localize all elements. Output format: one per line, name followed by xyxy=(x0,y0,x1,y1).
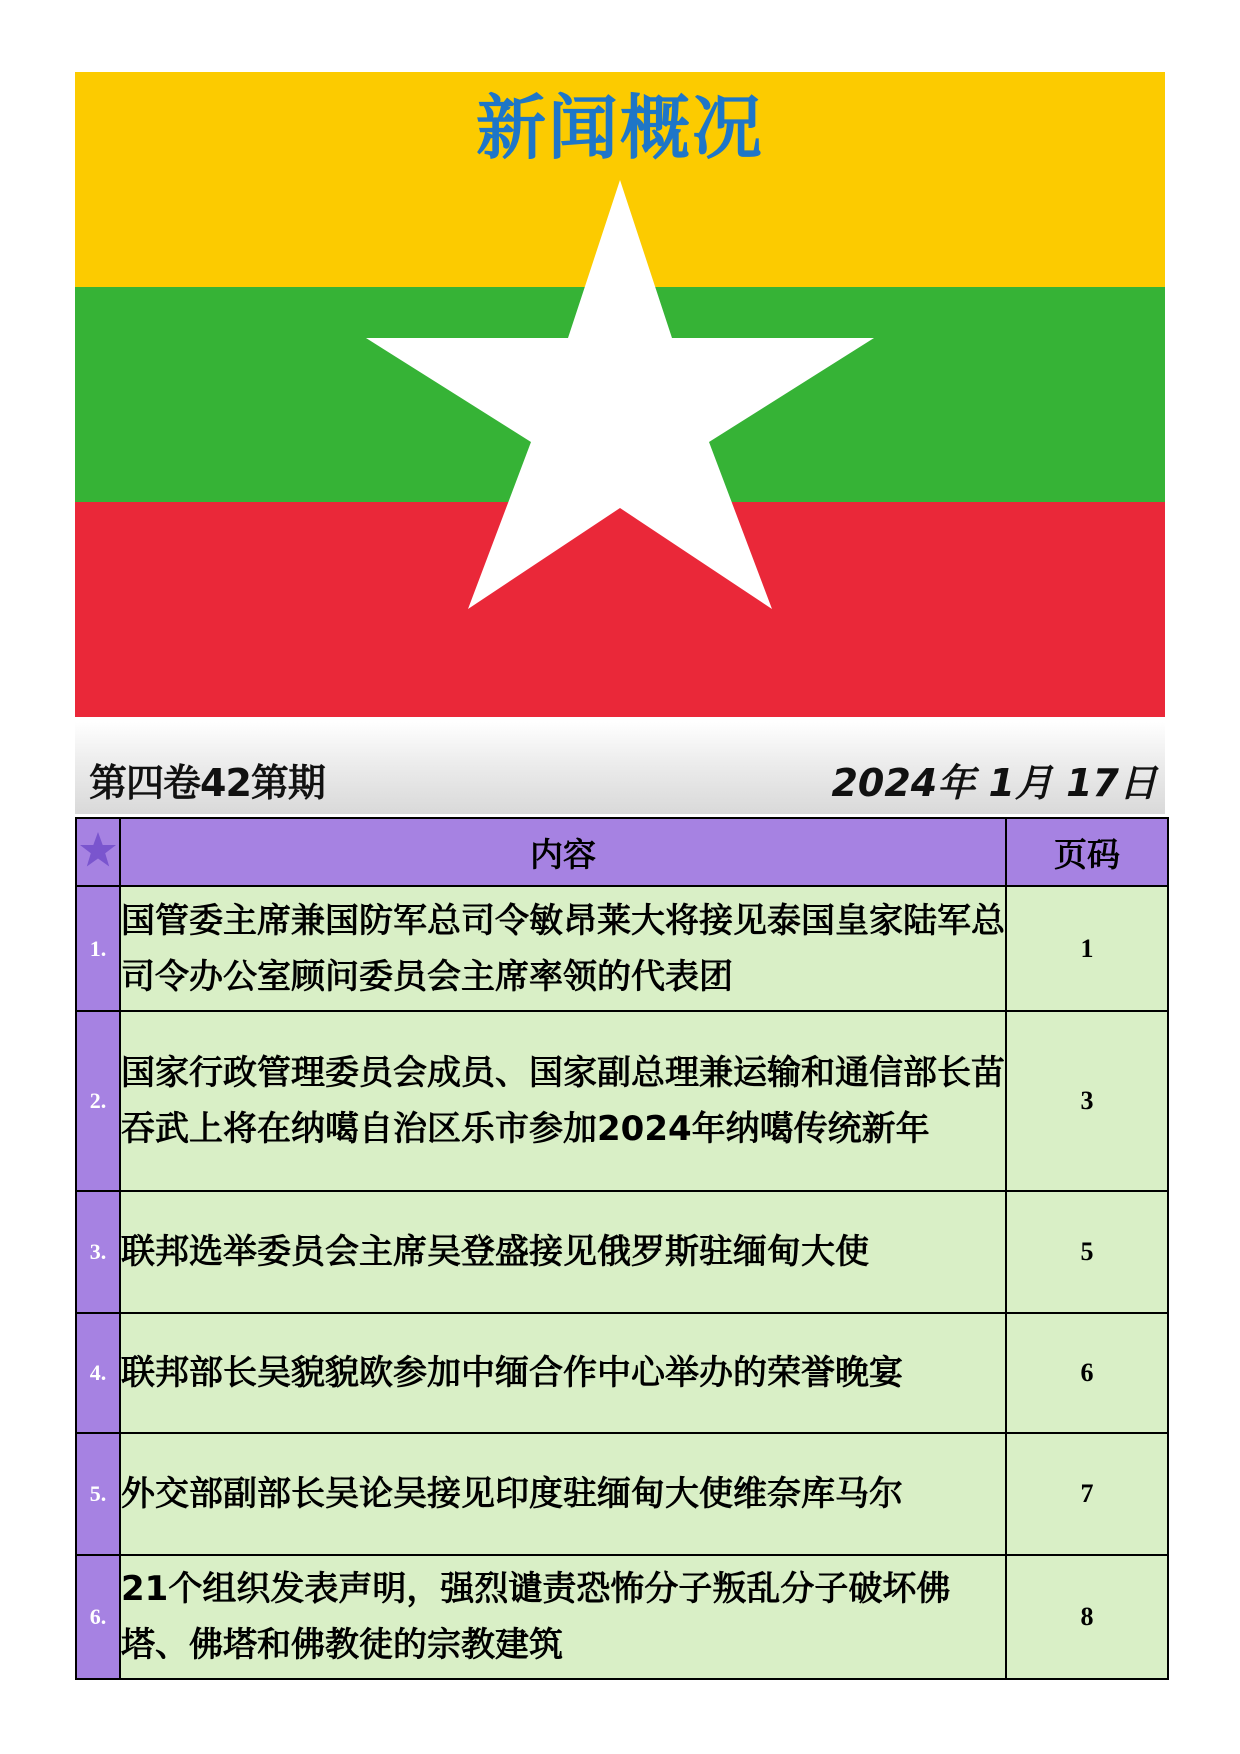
table-row[interactable] xyxy=(76,1433,1168,1555)
row-number: 6. xyxy=(76,1555,120,1679)
table-of-contents xyxy=(75,817,1169,1680)
row-number: 1. xyxy=(76,886,120,1011)
table-row[interactable] xyxy=(76,1313,1168,1433)
table-row[interactable] xyxy=(76,1191,1168,1313)
row-page: 6 xyxy=(1006,1313,1168,1433)
row-title[interactable]: 国管委主席兼国防军总司令敏昂莱大将接见泰国皇家陆军总司令办公室顾问委员会主席率领的代表团 xyxy=(120,886,1006,1011)
star-icon xyxy=(78,830,118,870)
row-title[interactable]: 21个组织发表声明，强烈谴责恐怖分子叛乱分子破坏佛塔、佛塔和佛教徒的宗教建筑 xyxy=(120,1555,1006,1679)
toc-header-row xyxy=(76,818,1168,886)
row-page: 5 xyxy=(1006,1191,1168,1313)
table-row[interactable] xyxy=(76,886,1168,1011)
row-number: 2. xyxy=(76,1011,120,1191)
issue-date: 2024年 1月 17日 xyxy=(831,761,1157,805)
row-page: 8 xyxy=(1006,1555,1168,1679)
issue-bar xyxy=(75,722,1165,814)
myanmar-flag xyxy=(75,72,1165,717)
row-title[interactable]: 联邦选举委员会主席吴登盛接见俄罗斯驻缅甸大使 xyxy=(120,1191,1006,1313)
toc-header-page: 页码 xyxy=(1006,818,1168,886)
row-title[interactable]: 外交部副部长吴论吴接见印度驻缅甸大使维奈库马尔 xyxy=(120,1433,1006,1555)
row-title[interactable]: 国家行政管理委员会成员、国家副总理兼运输和通信部长苗吞武上将在纳噶自治区乐市参加2024年纳噶传统新年 xyxy=(120,1011,1006,1191)
toc-header-content: 内容 xyxy=(120,818,1006,886)
row-page: 1 xyxy=(1006,886,1168,1011)
page-title: 新闻概况 xyxy=(476,87,764,169)
row-number: 4. xyxy=(76,1313,120,1433)
row-number: 5. xyxy=(76,1433,120,1555)
toc-header-star-cell xyxy=(76,818,120,886)
issue-volume: 第四卷42第期 xyxy=(89,761,325,805)
row-page: 7 xyxy=(1006,1433,1168,1555)
row-title[interactable]: 联邦部长吴貌貌欧参加中缅合作中心举办的荣誉晚宴 xyxy=(120,1313,1006,1433)
table-row[interactable] xyxy=(76,1011,1168,1191)
table-row[interactable] xyxy=(76,1555,1168,1679)
row-page: 3 xyxy=(1006,1011,1168,1191)
row-number: 3. xyxy=(76,1191,120,1313)
